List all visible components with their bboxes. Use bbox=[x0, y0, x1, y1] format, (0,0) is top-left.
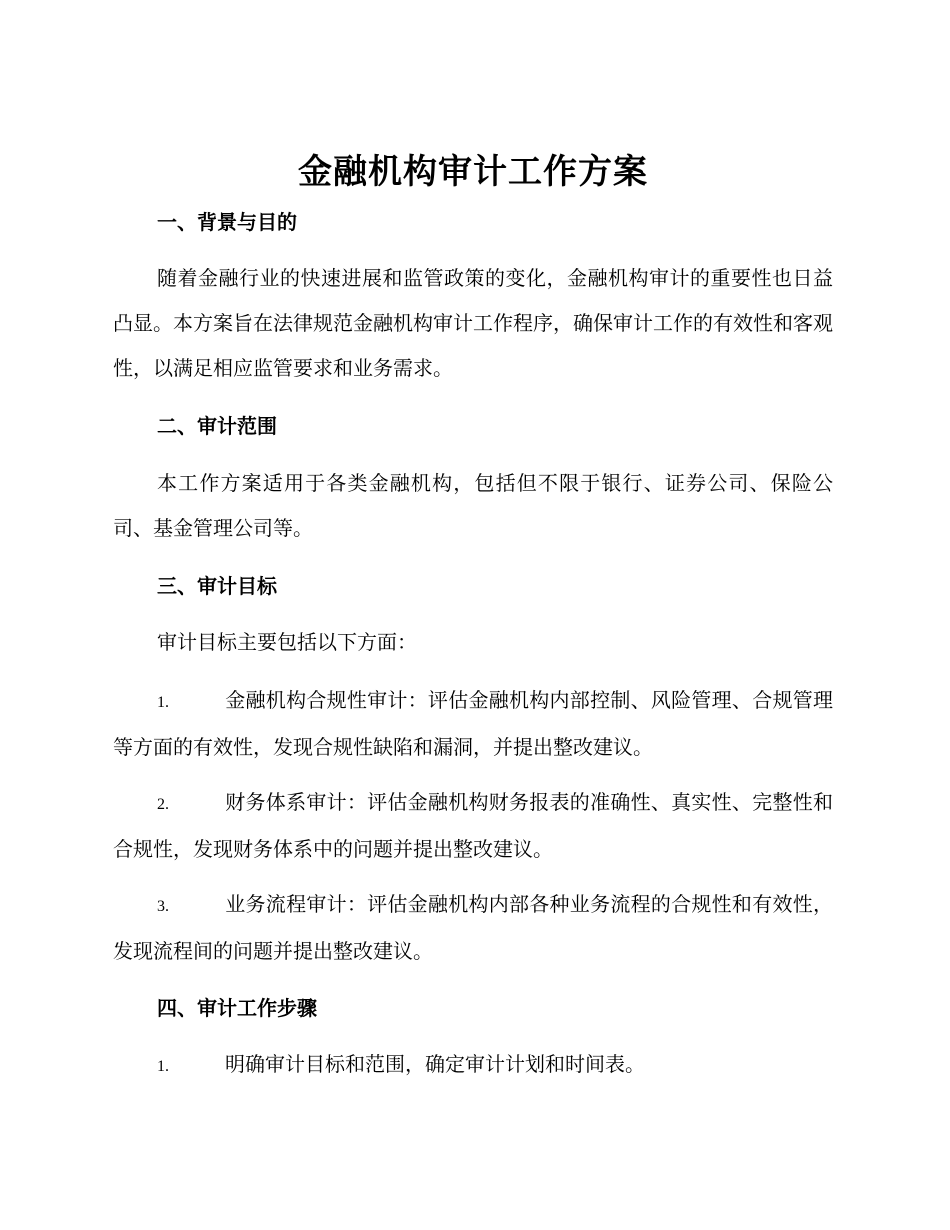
document-page bbox=[113, 0, 833, 1230]
list-number: 3. bbox=[157, 898, 169, 915]
section-heading-objectives: 三、审计目标 bbox=[157, 574, 277, 598]
list-number: 1. bbox=[157, 1058, 169, 1075]
list-text: 明确审计目标和范围，确定审计计划和时间表。 bbox=[225, 1052, 645, 1076]
document-title: 金融机构审计工作方案 bbox=[298, 152, 648, 192]
list-number: 2. bbox=[157, 796, 169, 813]
list-number: 1. bbox=[157, 694, 169, 711]
section-paragraph-scope: 本工作方案适用于各类金融机构，包括但不限于银行、证券公司、保险公司、基金管理公司等。 bbox=[113, 471, 833, 540]
list-item bbox=[113, 678, 833, 770]
list-item bbox=[113, 1042, 833, 1089]
section-paragraph-objectives: 审计目标主要包括以下方面： bbox=[157, 630, 417, 654]
list-text: 金融机构合规性审计：评估金融机构内部控制、风险管理、合规管理等方面的有效性，发现合规性缺陷和漏洞，并提出整改建议。 bbox=[113, 688, 833, 759]
section-paragraph-background: 随着金融行业的快速进展和监管政策的变化，金融机构审计的重要性也日益凸显。本方案旨在法律规范金融机构审计工作程序，确保审计工作的有效性和客观性，以满足相应监管要求和业务需求。 bbox=[113, 266, 833, 380]
list-item bbox=[113, 882, 833, 974]
section-heading-background: 一、背景与目的 bbox=[157, 210, 297, 234]
section-heading-scope: 二、审计范围 bbox=[157, 414, 277, 438]
section-heading-steps: 四、审计工作步骤 bbox=[157, 996, 317, 1020]
list-text: 财务体系审计：评估金融机构财务报表的准确性、真实性、完整性和合规性，发现财务体系中的问题并提出整改建议。 bbox=[113, 790, 833, 861]
list-text: 业务流程审计：评估金融机构内部各种业务流程的合规性和有效性，发现流程间的问题并提出整改建议。 bbox=[113, 892, 833, 963]
list-item bbox=[113, 780, 833, 872]
